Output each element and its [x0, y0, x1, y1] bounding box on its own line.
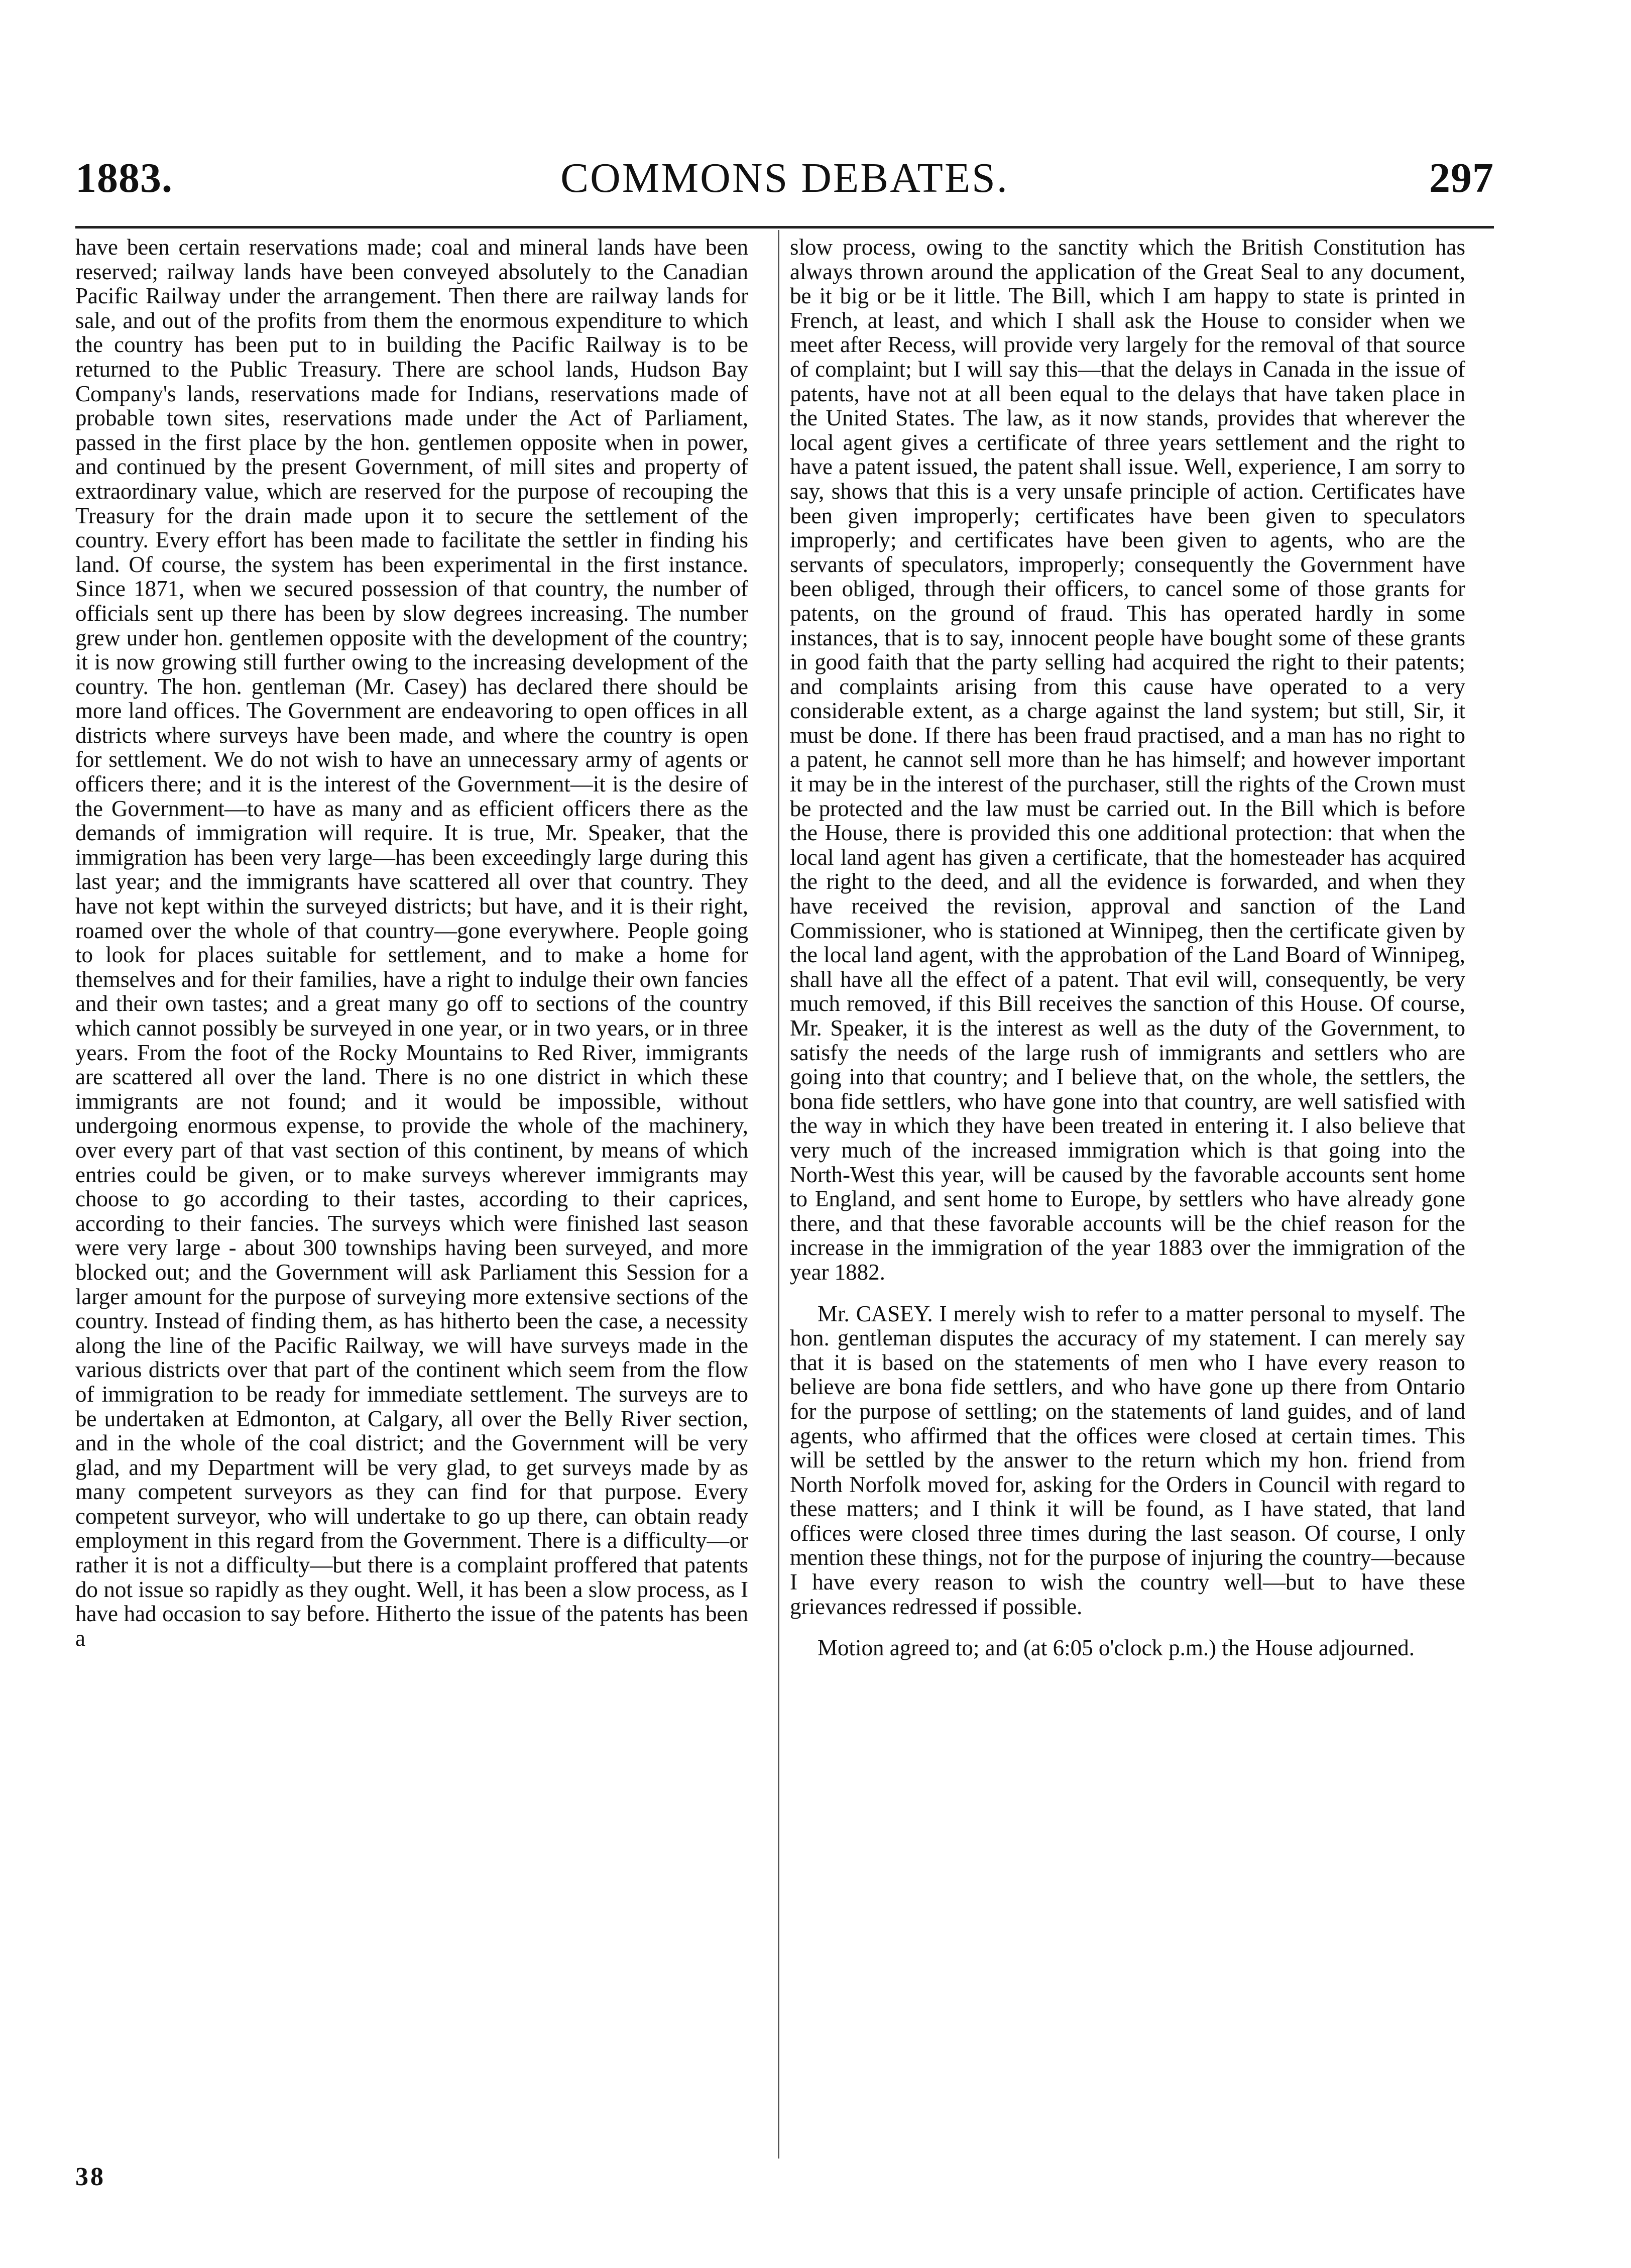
motion-paragraph: Motion agreed to; and (at 6:05 o'clock p.m.) the House adjourned. — [818, 1635, 1415, 1661]
casey-speech-paragraph: Mr. CASEY. I merely wish to refer to a matter personal to myself. The hon. gentleman disputes the accuracy of my statement. I can merely say that it is based on the statements of men who I have every reason to believe are bona fide settlers, and who have gone up there from Ontario for the purpose of settling; on the statements of land guides, and of land agents, who affirmed that the offices were closed at certain times. This will be settled by the answer to the return which my hon. friend from North Norfolk moved for, asking for the Orders in Council with regard to these matters; and I think it will be found, as I have stated, that land offices were closed three times during the last season. Of course, I only mention these things, not for the purpose of injuring the country—because I have every reason to wish the country well—but to have these grievances redressed if possible. — [790, 1301, 1465, 1619]
header-rule — [75, 226, 1494, 229]
header-year: 1883. — [75, 155, 173, 201]
left-column-paragraph: have been certain reservations made; coal and mineral lands have been reserved; railway lands have been conveyed absolutely to the Canadian Pacific Railway under the arrangement. Then there are railway lands for sale, and out of the profits from them the enormous expenditure to which the country has been put to in building the Pacific Railway is to be returned to the Public Treasury. There are school lands, Hudson Bay Company's lands, reservations made for Indians, reservations made of probable town sites, reservations made under the Act of Parliament, passed in the first place by the hon. gentlemen opposite when in power, and continued by the present Government, of mill sites and property of extraordinary value, which are reserved for the purpose of recouping the Treasury for the drain made upon it to secure the settlement of the country. Every effort has been made to facilitate the settler in finding his land. Of course, the system has been experimental in the first instance. Since 1871, when we secured possession of that country, the number of officials sent up there has been by slow degrees increasing. The number grew under hon. gentlemen opposite with the development of the country; it is now growing still further owing to the increasing development of the country. The hon. gentleman (Mr. Casey) has declared there should be more land offices. The Government are endeavoring to open offices in all districts where surveys have been made, and where the country is open for settlement. We do not wish to have an unnecessary army of agents or officers there; and it is the interest of the Government—it is the desire of the Government—to have as many and as efficient officers there as the demands of immigration will require. It is true, Mr. Speaker, that the immigration has been very large—has been exceedingly large during this last year; and the immigrants have scattered all over that country. They have not kept within the surveyed districts; but have, and it is their right, roamed over the whole of that country—gone everywhere. People going to look for places suitable for settlement, and to make a home for themselves and for their families, have a right to indulge their own fancies and their own tastes; and a great many go off to sections of the country which cannot possibly be surveyed in one year, or in two years, or in three years. From the foot of the Rocky Mountains to Red River, immigrants are scattered all over the land. There is no one district in which these immigrants are not found; and it would be impossible, without undergoing enormous expense, to provide the whole of the machinery, over every part of that vast section of this continent, by means of which entries could be given, or to make surveys wherever immigrants may choose to go according to their tastes, according to their caprices, according to their fancies. The surveys which were finished last season were very large - about 300 townships having been surveyed, and more blocked out; and the Government will ask Parliament this Session for a larger amount for the purpose of surveying more extensive sections of the country. Instead of finding them, as has hitherto been the case, a necessity along the line of the Pacific Railway, we will have surveys made in the various districts over that part of the continent which seem from the flow of immigration to be ready for immediate settlement. The surveys are to be undertaken at Edmonton, at Calgary, all over the Belly River section, and in the whole of the coal district; and the Government will be very glad, and my Department will be very glad, to get surveys made by as many competent surveyors as they can find for that purpose. Every competent surveyor, who will undertake to go up there, can obtain ready employment in this regard from the Government. There is a difficulty—or rather it is not a difficulty—but there is a complaint proffered that patents do not issue so rapidly as they ought. Well, it has been a slow process, as I have had occasion to say before. Hitherto the issue of the patents has been a — [75, 235, 748, 1651]
column-divider — [778, 230, 779, 2159]
header-title: COMMONS DEBATES. — [560, 155, 1009, 201]
left-column — [75, 235, 748, 1650]
header-page-number: 297 — [1429, 155, 1494, 201]
signature-mark: 38 — [75, 2163, 105, 2191]
right-column-paragraph-1: slow process, owing to the sanctity which the British Constitution has always thrown around the application of the Great Seal to any document, be it big or be it little. The Bill, which I am happy to state is printed in French, at least, and which I shall ask the House to consider when we meet after Recess, will provide very largely for the removal of that source of complaint; but I will say this—that the delays in Canada in the issue of patents, have not at all been equal to the delays that have taken place in the United States. The law, as it now stands, provides that wherever the local agent gives a certificate of three years settlement and the right to have a patent issued, the patent shall issue. Well, experience, I am sorry to say, shows that this is a very unsafe principle of action. Certificates have been given improperly; certificates have been given to speculators improperly; and certificates have been given to agents, who are the servants of speculators, improperly; consequently the Government have been obliged, through their officers, to cancel some of those grants for patents, on the ground of fraud. This has operated hardly in some instances, that is to say, innocent people have bought some of these grants in good faith that the party selling had acquired the right to their patents; and complaints arising from this cause have operated to a very considerable extent, as a charge against the land system; but still, Sir, it must be done. If there has been fraud practised, and a man has no right to a patent, he cannot sell more than he has himself; and however important it may be in the interest of the purchaser, still the rights of the Crown must be protected and the law must be carried out. In the Bill which is before the House, there is provided this one additional protection: that when the local land agent has given a certificate, that the homesteader has acquired the right to the deed, and all the evidence is forwarded, and when they have received the revision, approval and sanction of the Land Commissioner, who is stationed at Winnipeg, then the certificate given by the local land agent, with the approbation of the Land Board of Winnipeg, shall have all the effect of a patent. That evil will, consequently, be very much removed, if this Bill receives the sanction of this House. Of course, Mr. Speaker, it is the interest as well as the duty of the Government, to satisfy the needs of the large rush of immigrants and settlers who are going into that country; and I believe that, on the whole, the settlers, the bona fide settlers, who have gone into that country, are well satisfied with the way in which they have been treated in entering it. I also believe that very much of the increased immigration which is that going into the North-West this year, will be caused by the favorable accounts sent home to England, and sent home to Europe, by settlers who have already gone there, and that these favorable accounts will be the chief reason for the increase in the immigration of the year 1883 over the immigration of the year 1882. — [790, 235, 1465, 1285]
page-header — [75, 151, 1494, 211]
right-column — [790, 235, 1465, 1660]
